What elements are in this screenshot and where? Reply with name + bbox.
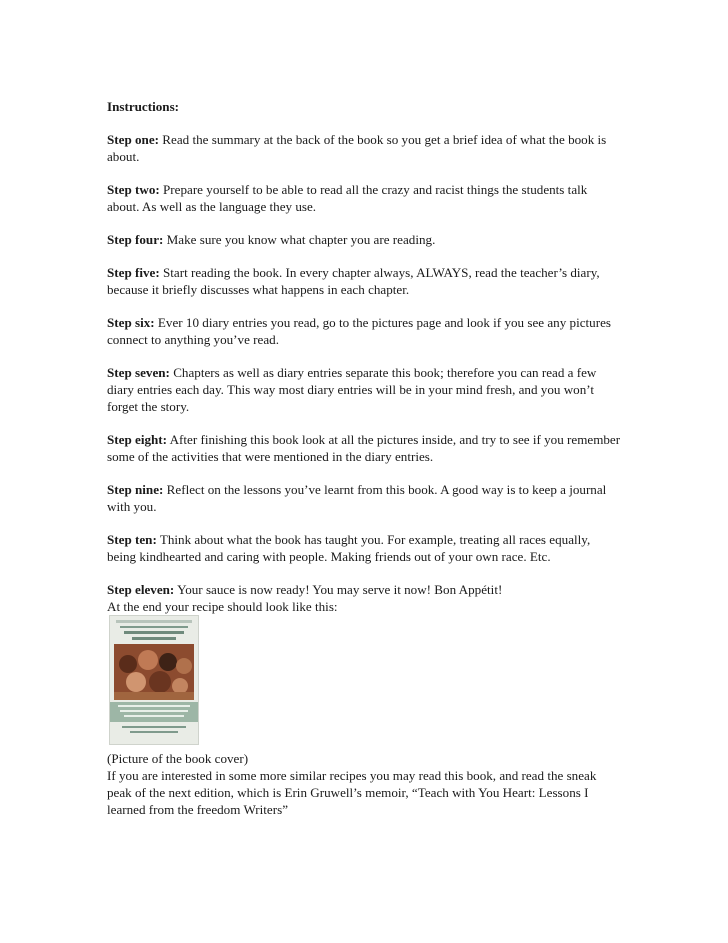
book-cover-image bbox=[109, 615, 199, 745]
step-eleven-text: Your sauce is now ready! You may serve it now! Bon Appétit! bbox=[174, 582, 503, 597]
step-paragraph bbox=[107, 364, 622, 415]
step-label: Step five: bbox=[107, 265, 160, 280]
step-label: Step two: bbox=[107, 182, 160, 197]
step-text: After finishing this book look at all the pictures inside, and try to see if you remember some of the activities that were mentioned in the diary entries. bbox=[107, 432, 621, 464]
step-text: Ever 10 diary entries you read, go to the pictures page and look if you see any pictures connect to anything you’ve read. bbox=[107, 315, 611, 347]
step-label: Step eight: bbox=[107, 432, 168, 447]
step-text: Prepare yourself to be able to read all the crazy and racist things the students talk about. As well as the language they use. bbox=[107, 182, 588, 214]
step-paragraph bbox=[107, 481, 622, 515]
instructions-heading: Instructions: bbox=[107, 99, 180, 114]
step-text: Make sure you know what chapter you are reading. bbox=[163, 232, 436, 247]
step-paragraph bbox=[107, 431, 622, 465]
step-paragraph bbox=[107, 264, 622, 298]
step-label: Step four: bbox=[107, 232, 164, 247]
step-label: Step one: bbox=[107, 132, 160, 147]
book-cover-art bbox=[110, 616, 198, 744]
step-paragraph bbox=[107, 181, 622, 215]
steps-list bbox=[107, 131, 622, 565]
step-label: Step six: bbox=[107, 315, 155, 330]
step-paragraph bbox=[107, 131, 622, 165]
step-text: Read the summary at the back of the book so you get a brief idea of what the book is about. bbox=[107, 132, 607, 164]
step-text: Chapters as well as diary entries separate this book; therefore you can read a few diary entries each day. This way most diary entries will be in your mind fresh, and you won’t forget the story. bbox=[107, 365, 597, 414]
step-text: Reflect on the lessons you’ve learnt from this book. A good way is to keep a journal with you. bbox=[107, 482, 607, 514]
document-page bbox=[107, 98, 622, 818]
step-text: Think about what the book has taught you. For example, treating all races equally, being kindhearted and caring with people. Making friends out of your own race. Etc. bbox=[107, 532, 591, 564]
step-paragraph bbox=[107, 314, 622, 348]
intro-line: At the end your recipe should look like this: bbox=[107, 599, 338, 614]
step-eleven-label: Step eleven: bbox=[107, 582, 175, 597]
step-eleven bbox=[107, 581, 622, 598]
step-paragraph bbox=[107, 531, 622, 565]
step-label: Step nine: bbox=[107, 482, 164, 497]
cover-caption: (Picture of the book cover) bbox=[107, 751, 249, 766]
step-paragraph bbox=[107, 231, 622, 248]
step-label: Step seven: bbox=[107, 365, 170, 380]
closing-paragraph: If you are interested in some more similar recipes you may read this book, and read the sneak peak of the next edition, which is Erin Gruwell’s memoir, “Teach with You Heart: Lessons I learned from the freedom Writers” bbox=[107, 768, 597, 817]
step-text: Start reading the book. In every chapter always, ALWAYS, read the teacher’s diary, because it briefly discusses what happens in each chapter. bbox=[107, 265, 600, 297]
step-label: Step ten: bbox=[107, 532, 157, 547]
